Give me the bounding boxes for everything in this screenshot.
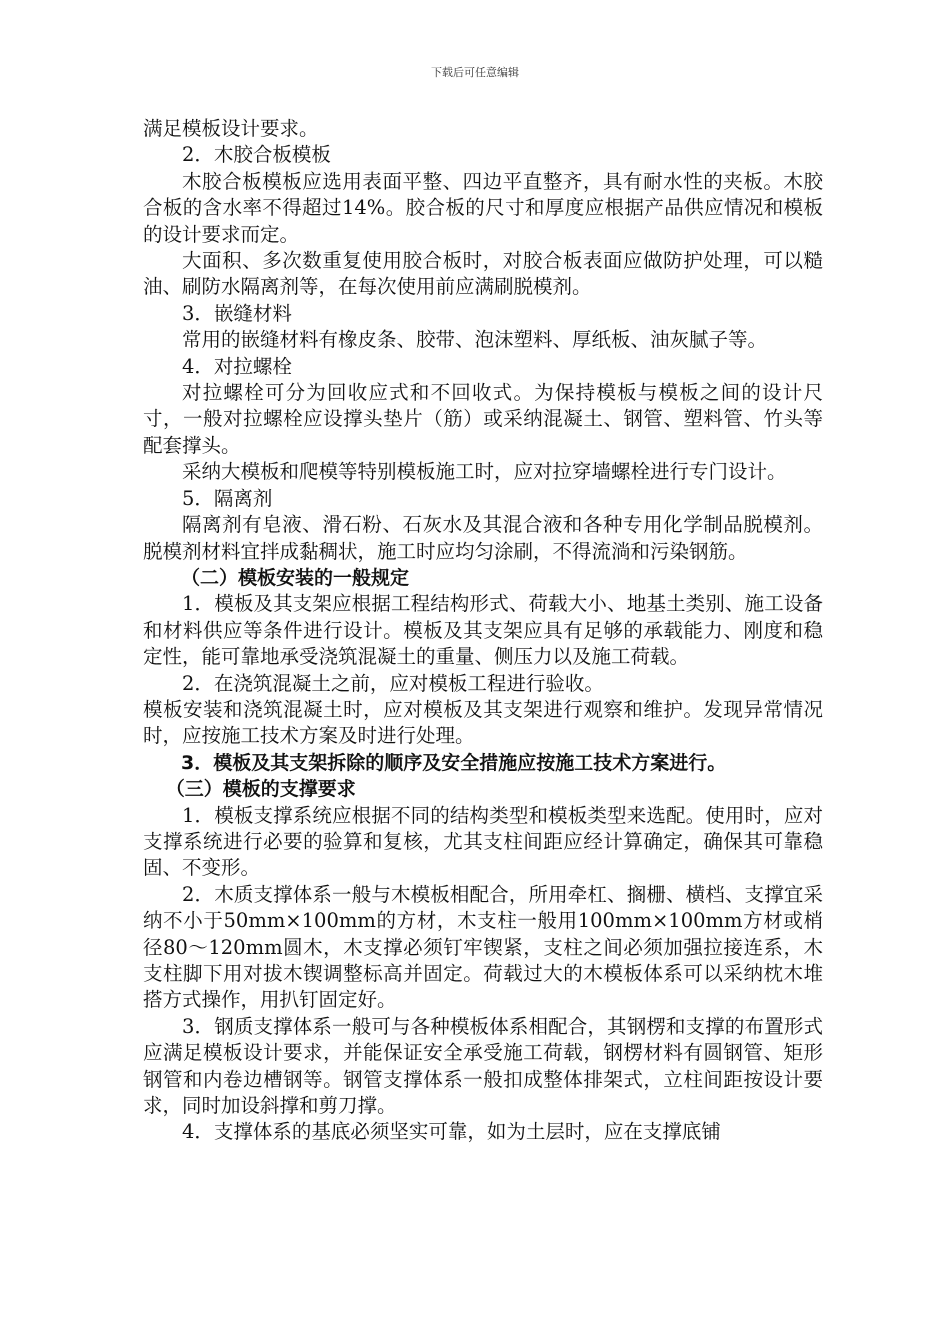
- paragraph: 常用的嵌缝材料有橡皮条、胶带、泡沫塑料、厚纸板、油灰腻子等。: [182, 328, 768, 352]
- section-heading: 3．嵌缝材料: [182, 301, 292, 325]
- paragraph: 隔离剂有皂液、滑石粉、石灰水及其混合液和各种专用化学制品脱模剂。脱模剂材料宜拌成黏稠状，施工时应均匀涂刷，不得流淌和污染钢筋。: [143, 513, 823, 563]
- paragraph: 2．在浇筑混凝土之前，应对模板工程进行验收。: [182, 671, 604, 695]
- paragraph: 对拉螺栓可分为回收应式和不回收式。为保持模板与模板之间的设计尺寸，一般对拉螺栓应设撑头垫片（筋）或采纳混凝土、钢管、塑料管、竹头等配套撑头。: [143, 381, 823, 457]
- paragraph: 木胶合板模板应选用表面平整、四边平直整齐，具有耐水性的夹板。木胶合板的含水率不得超过14%。胶合板的尺寸和厚度应根据产品供应情况和模板的设计要求而定。: [143, 169, 823, 246]
- chapter-heading: （二）模板安装的一般规定: [181, 566, 410, 589]
- section-heading: 5．隔离剂: [182, 486, 273, 510]
- document-body: [143, 116, 823, 1146]
- paragraph: 4．支撑体系的基底必须坚实可靠，如为土层时，应在支撑底铺: [182, 1120, 721, 1144]
- paragraph: 大面积、多次数重复使用胶合板时，对胶合板表面应做防护处理，可以糙油、刷防水隔离剂等，在每次使用前应满刷脱模剂。: [143, 249, 823, 299]
- bold-paragraph: 3．模板及其支架拆除的顺序及安全措施应按施工技术方案进行。: [181, 751, 727, 774]
- paragraph: 模板安装和浇筑混凝土时，应对模板及其支架进行观察和维护。发现异常情况时，应按施工技术方案及时进行处理。: [143, 697, 823, 748]
- paragraph: 采纳大模板和爬模等特别模板施工时，应对拉穿墙螺栓进行专门设计。: [182, 460, 787, 484]
- paragraph: 1．模板支撑系统应根据不同的结构类型和模板类型来选配。使用时，应对支撑系统进行必要的验算和复核，尤其支柱间距应经计算确定，确保其可靠稳固、不变形。: [143, 803, 823, 880]
- section-heading: 4．对拉螺栓: [182, 354, 292, 378]
- paragraph: 1．模板及其支架应根据工程结构形式、荷载大小、地基土类别、施工设备和材料供应等条件进行设计。模板及其支架应具有足够的承载能力、刚度和稳定性，能可靠地承受浇筑混凝土的重量、侧压力以及施工荷载。: [143, 592, 823, 669]
- paragraph: 3．钢质支撑体系一般可与各种模板体系相配合，其钢楞和支撑的布置形式应满足模板设计要求，并能保证安全承受施工荷载，钢楞材料有圆钢管、矩形钢管和内卷边槽钢等。钢管支撑体系一般扣成整体排架式，立柱间距按设计要求，同时加设斜撑和剪刀撑。: [143, 1014, 823, 1118]
- page-header: 下载后可任意编辑: [431, 66, 519, 79]
- chapter-heading: （三）模板的支撑要求: [165, 778, 356, 801]
- paragraph: 满足模板设计要求。: [143, 117, 319, 140]
- paragraph: 2．木质支撑体系一般与木模板相配合，所用牵杠、搁栅、横档、支撑宜采纳不小于50mm×100mm的方材，木支柱一般用100mm×100mm方材或梢径80～120mm圆木，木支撑必须钉牢锲紧，支柱之间必须加强拉接连系，木支柱脚下用对拔木锲调整标高并固定。荷载过大的木模板体系可以采纳枕木堆搭方式操作，用扒钉固定好。: [143, 882, 823, 1012]
- section-heading: 2．木胶合板模板: [182, 143, 331, 167]
